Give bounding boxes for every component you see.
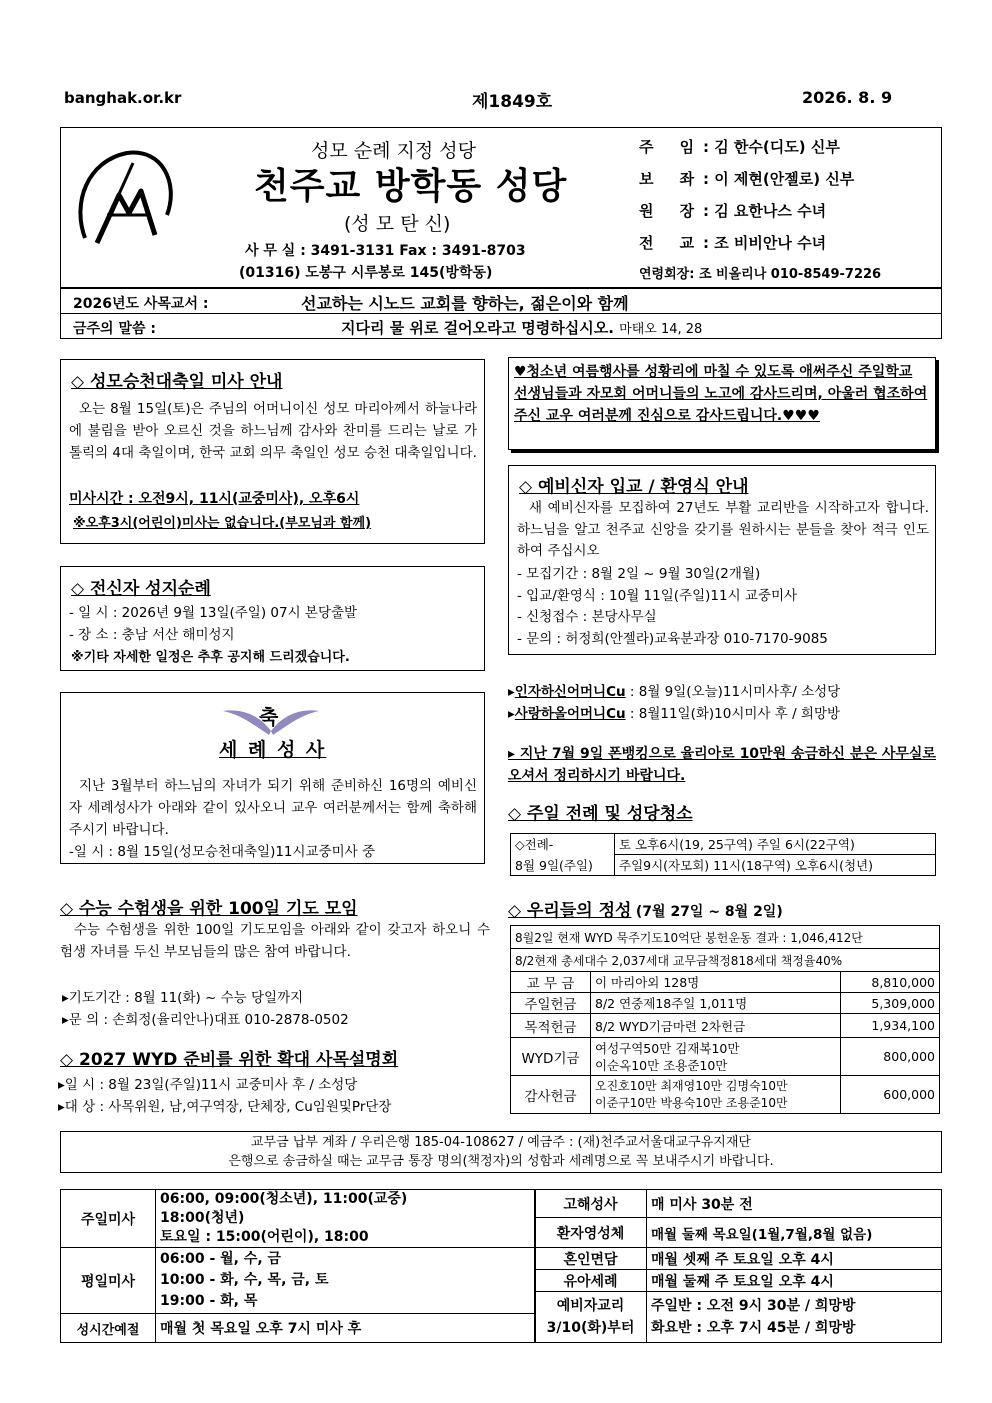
pilgrimage-place: - 장 소 : 충남 서산 해미성지 [69, 627, 235, 643]
pilgrimage-box [60, 566, 485, 671]
issue-date: 2026. 8. 9 [802, 88, 893, 107]
sunday-mass-3: 토요일 : 15:00(어린이), 18:00 [160, 1229, 369, 1245]
wyd-title: ◇ 2027 WYD 준비를 위한 확대 사목설명회 [60, 1050, 399, 1070]
offering-header [508, 896, 783, 921]
csat-contact: ▸문 의 : 손희정(율리안나)대표 010-2878-0502 [62, 1012, 349, 1028]
service-title: ◇ 주일 전례 및 성당청소 [508, 804, 693, 824]
catechumen-items [517, 564, 828, 650]
csat-period: ▸기도기간 : 8월 11(화) ~ 수능 당일까지 [62, 990, 304, 1006]
wyd-target: ▸대 상 : 사목위원, 남,여구역장, 단체장, Cu임원및Pr단장 [58, 1099, 392, 1115]
council-contact: 연령회장: 조 비올리나 010-8549-7226 [639, 267, 882, 282]
sunday-mass-1: 06:00, 09:00(청소년), 11:00(교중) [160, 1191, 408, 1207]
sick-communion-label: 환자영성체 [535, 1218, 647, 1248]
word-text: 지다리 물 위로 걸어오라고 명령하십시오. 마태오 14, 28 [341, 319, 703, 337]
pilgrimage-date: - 일 시 : 2026년 9월 13일(주일) 07시 본당출발 [69, 605, 358, 621]
word-label: 금주의 말씀 : [73, 321, 156, 337]
sacrament-schedule-table [534, 1189, 942, 1343]
offering-period: (7월 27일 ~ 8월 2일) [635, 904, 783, 920]
assumption-title: ◇ 성모승천대축일 미사 안내 [71, 372, 283, 392]
staff-list [639, 136, 939, 264]
offering-row: 목적헌금 8/2 WYD기금마련 2차헌금 1,934,100 [511, 1014, 940, 1038]
account-box [60, 1131, 942, 1173]
assumption-box [60, 359, 485, 544]
weekday-mass-label: 평일미사 [61, 1248, 156, 1314]
csat-title: ◇ 수능 수험생을 위한 100일 기도 모임 [60, 899, 358, 919]
motto-label: 2026년도 사목교서 : [73, 296, 209, 312]
cu-meeting-1: ▸인자하신어머니Cu : 8월 9일(오늘)11시미사후/ 소성당 [508, 684, 841, 700]
service-left-1: ◇전례- [511, 834, 615, 855]
header-phone: 사 무 실 : 3491-3131 Fax : 3491-8703 [245, 243, 526, 259]
offering-table [510, 925, 940, 1114]
catechumen-body: 새 예비신자를 모집하여 27년도 부활 교리반을 시작하고자 합니다. 하느님을 알고 천주교 신앙을 갖기를 원하시는 분들을 찾아 적극 인도하여 주십시오 [517, 500, 929, 559]
thanks-box [508, 357, 936, 450]
service-left-2: 8월 9일(주일) [511, 855, 615, 876]
account-line-2: 은행으로 송금하실 때는 교무금 통장 명의(책정자)의 성함과 세례명으로 꼭 보내주시기 바랍니다. [228, 1154, 774, 1169]
catechism-start: 3/10(화)부터 [546, 1320, 635, 1336]
baptism-body: 지난 3월부터 하느님의 자녀가 되기 위해 준비하신 16명의 예비신자 세례성사가 아래와 같이 있사오니 교우 여러분께서는 함께 축하해 주시기 바랍니다. [69, 778, 477, 838]
adoration-label: 성시간예절 [61, 1314, 156, 1343]
confession-time: 매 미사 30분 전 [647, 1190, 942, 1218]
service-row-1: 토 오후6시(19, 25구역) 주일 6시(22구역) [615, 834, 936, 855]
baptism-box [60, 692, 485, 864]
account-line-1: 교무금 납부 계좌 / 우리은행 185-04-108627 / 예금주 : (재)천주교서울대교구유지재단 [251, 1135, 751, 1150]
baptism-emblem: 축 [259, 705, 279, 729]
website: banghak.or.kr [64, 89, 182, 107]
sunday-mass-2: 18:00(청년) [160, 1210, 245, 1226]
catechumen-title: ◇ 예비신자 입교 / 환영식 안내 [519, 477, 749, 497]
baptism-title: 세 례 성 사 [219, 739, 327, 761]
csat-body: 수능 수험생을 위한 100일 기도모임을 아래와 같이 갖고자 하오니 수험생 자녀를 두신 부모님들의 많은 참여 바랍니다. [60, 922, 490, 960]
motto-text: 선교하는 시노드 교회를 향하는, 젊은이와 함께 [301, 294, 629, 313]
weekday-mass-1: 06:00 - 월, 수, 금 [160, 1251, 282, 1267]
offering-note-2: 8/2현재 총세대수 2,037세대 교무금책정818세대 책정율40% [511, 949, 940, 972]
assumption-times: 미사시간 : 오전9시, 11시(교중미사), 오후6시 [69, 491, 360, 507]
issue-number: 제1849호 [472, 92, 553, 112]
adoration-time: 매월 첫 목요일 오후 7시 미사 후 [156, 1314, 536, 1343]
offering-row: 주일헌금 8/2 연중제18주일 1,011명 5,309,000 [511, 993, 940, 1014]
catechism-label: 예비자교리 [556, 1298, 625, 1314]
pilgrimage-note: ※기타 자세한 일정은 추후 공지해 드리겠습니다. [71, 650, 350, 665]
infant-baptism-label: 유아세례 [535, 1270, 647, 1292]
catechism-sunday: 주일반 : 오전 9시 30분 / 희망방 [651, 1298, 856, 1314]
staff-superior: 원 장 : 김 요한나스 수녀 [639, 202, 827, 220]
sick-communion-time: 매월 둘째 목요일(1월,7월,8월 없음) [647, 1218, 942, 1248]
offering-note-1: 8월2일 현재 WYD 묵주기도10억단 봉헌운동 결과 : 1,046,412단 [511, 926, 940, 949]
staff-catechist: 전 교 : 조 비비안나 수녀 [639, 234, 827, 252]
catechumen-period: - 모집기간 : 8월 2일 ~ 9월 30일(2개월) [517, 566, 761, 582]
word-row [60, 313, 942, 339]
cu-meeting-2: ▸사랑하올어머니Cu : 8월11일(화)10시미사 후 / 희망방 [508, 706, 841, 722]
service-row-2: 주일9시(자모회) 11시(18구역) 오후6시(청년) [615, 855, 936, 876]
offering-title: ◇ 우리들의 정성 [508, 901, 632, 921]
marriage-time: 매월 셋째 주 토요일 오후 4시 [647, 1248, 942, 1270]
offering-row-wyd: WYD기금 여성구역50만 김재복10만 이순옥10만 조용준10만 800,000 [511, 1038, 940, 1076]
catechumen-apply: - 신청접수 : 본당사무실 [517, 609, 657, 625]
sunday-mass-label: 주일미사 [61, 1190, 156, 1248]
service-table [510, 833, 936, 876]
infant-baptism-time: 매월 둘째 주 토요일 오후 4시 [647, 1270, 942, 1292]
catechism-tuesday: 화요반 : 오후 7시 45분 / 희망방 [651, 1320, 856, 1336]
marriage-label: 혼인면담 [535, 1248, 647, 1270]
wyd-date: ▸일 시 : 8월 23일(주일)11시 교중미사 후 / 소성당 [58, 1077, 358, 1093]
mass-schedule-table [60, 1189, 536, 1343]
staff-assistant: 보 좌 : 이 제현(안젤로) 신부 [639, 170, 855, 188]
header-subtitle: 성모 순례 지정 성당 [311, 140, 476, 162]
thanks-text: ♥청소년 여름행사를 성황리에 마칠 수 있도록 애써주신 주일학교 선생님들과 자모회 어머니들의 노고에 감사드리며, 아울러 협조하여 주신 교우 여러분께 진심으로 감사드립니다.♥♥♥ [514, 364, 928, 424]
header-patron: (성 모 탄 신) [344, 213, 451, 235]
assumption-note: ※오후3시(어린이)미사는 없습니다.(부모님과 함께) [73, 516, 372, 531]
header-address: (01316) 도봉구 시루봉로 145(방학동) [239, 265, 493, 281]
catechumen-contact: - 문의 : 허정희(안젤라)교육분과장 010-7170-9085 [517, 630, 828, 647]
weekday-mass-2: 10:00 - 화, 수, 목, 금, 토 [160, 1272, 329, 1288]
motto-row [60, 288, 942, 314]
offering-row: 교 무 금 이 마리아외 128명 8,810,000 [511, 972, 940, 993]
header-box [60, 127, 942, 288]
catechumen-ceremony: - 입교/환영식 : 10월 11일(주일)11시 교중미사 [517, 587, 798, 604]
staff-pastor: 주 임 : 김 한수(디도) 신부 [639, 138, 840, 156]
weekday-mass-3: 19:00 - 화, 목 [160, 1293, 258, 1309]
pilgrimage-title: ◇ 전신자 성지순례 [71, 579, 211, 599]
catechumen-box [508, 465, 936, 655]
baptism-date: -일 시 : 8월 15일(성모승천대축일)11시교중미사 중 [69, 844, 376, 860]
offering-row-thanks: 감사헌금 오진호10만 최재영10만 김명숙10만 이준구10만 박용숙10만 조용준10만 600,000 [511, 1076, 940, 1114]
church-logo [67, 143, 182, 258]
header-title: 천주교 방학동 성당 [254, 166, 568, 207]
assumption-body: 오는 8월 15일(토)은 주님의 어머니이신 성모 마리아께서 하늘나라에 불림을 받아 오르신 것을 하느님께 감사와 찬미를 드리는 날로 가톨릭의 4대 축일이며, 한국 교회 의무 축일인 성모 승천 대축일입니다. [69, 401, 477, 461]
remit-notice: ▸ 지난 7월 9일 폰뱅킹으로 율리아로 10만원 송금하신 분은 사무실로 오셔서 정리하시기 바랍니다. [508, 746, 936, 784]
confession-label: 고해성사 [535, 1190, 647, 1218]
